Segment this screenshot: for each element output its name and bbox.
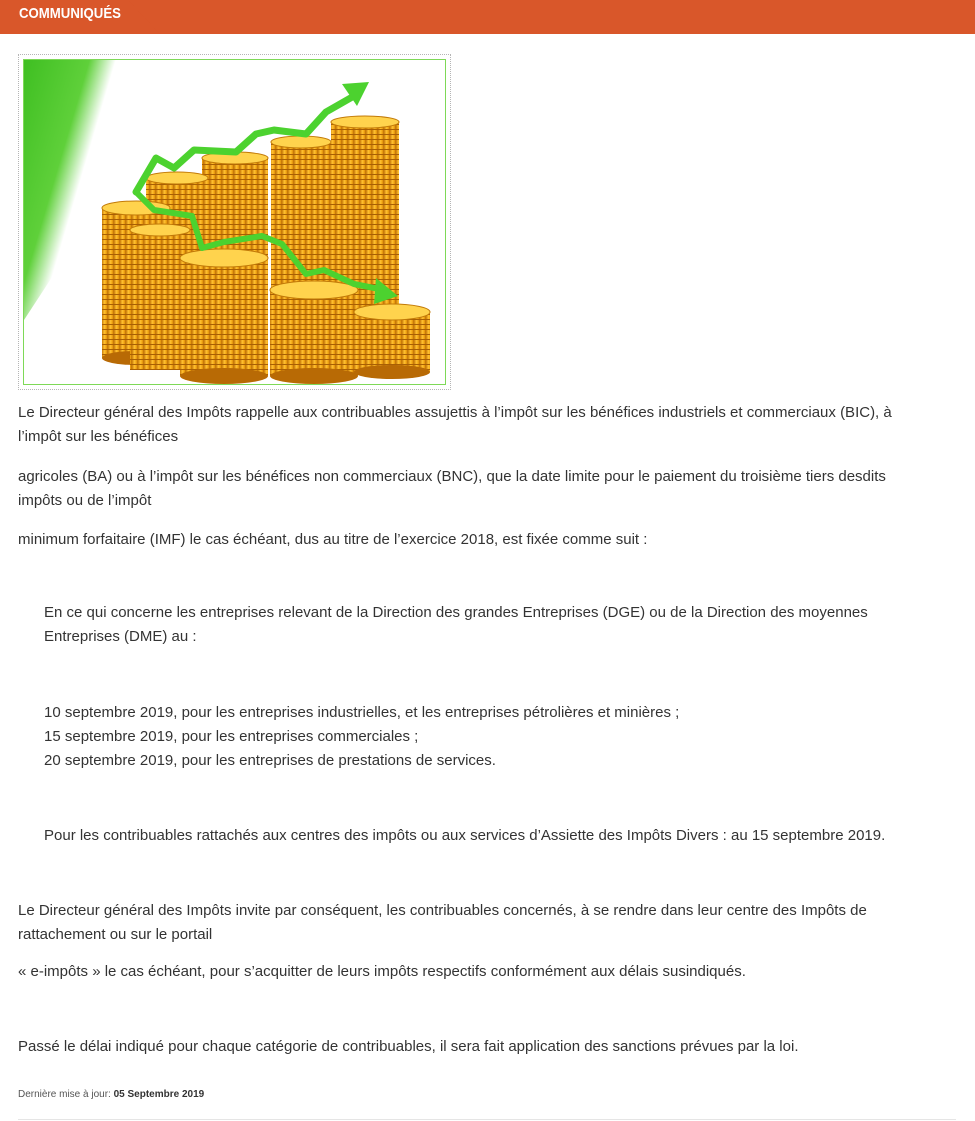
article-paragraph-6 (18, 899, 867, 947)
last-update-label: Dernière mise à jour: (18, 1089, 111, 1100)
deadline-item: 20 septembre 2019, pour les entreprises de prestations de services. (44, 752, 496, 769)
section-title: COMMUNIQUÉS (19, 5, 121, 22)
deadline-item: 15 septembre 2019, pour les entreprises commerciales ; (44, 728, 419, 745)
coins-growth-illustration (24, 60, 445, 384)
deadline-item: 10 septembre 2019, pour les entreprises industrielles, et les entreprises pétrolières et minières ; (44, 704, 680, 721)
paragraph-line: impôts ou de l’impôt (18, 492, 152, 509)
paragraph-line: Entreprises (DME) au : (44, 628, 197, 645)
article-paragraph-7: « e-impôts » le cas échéant, pour s’acquitter de leurs impôts respectifs conformément aux délais susindiqués. (18, 963, 746, 980)
article-paragraph-4 (44, 601, 868, 649)
paragraph-line: l’impôt sur les bénéfices (18, 428, 179, 445)
article-paragraph-2 (18, 465, 886, 513)
paragraph-line: Le Directeur général des Impôts rappelle aux contribuables assujettis à l’impôt sur les bénéfices industriels et commerciaux (BIC), à (18, 404, 892, 421)
article-paragraph-1 (18, 401, 892, 449)
header-bar-shape (0, 0, 975, 34)
article-image (18, 54, 451, 390)
last-update-date: 05 Septembre 2019 (113, 1089, 205, 1100)
last-update (18, 1089, 204, 1100)
footer-divider (18, 1119, 956, 1120)
article-paragraph-5: Pour les contribuables rattachés aux centres des impôts ou aux services d’Assiette des Impôts Divers : au 15 septembre 2019. (44, 827, 886, 844)
section-header-bar (0, 0, 975, 34)
article-paragraph-3: minimum forfaitaire (IMF) le cas échéant, dus au titre de l’exercice 2018, est fixée comme suit : (18, 531, 648, 548)
paragraph-line: rattachement ou sur le portail (18, 926, 213, 943)
paragraph-line: En ce qui concerne les entreprises relevant de la Direction des grandes Entreprises (DGE) ou de la Direction des moyennes (44, 604, 868, 621)
deadline-list (44, 701, 679, 773)
article-paragraph-8: Passé le délai indiqué pour chaque catégorie de contribuables, il sera fait application des sanctions prévues par la loi. (18, 1038, 799, 1055)
paragraph-line: Le Directeur général des Impôts invite par conséquent, les contribuables concernés, à se rendre dans leur centre des Impôts de (18, 902, 867, 919)
paragraph-line: agricoles (BA) ou à l’impôt sur les bénéfices non commerciaux (BNC), que la date limite pour le paiement du troisième tiers desdits (18, 468, 886, 485)
